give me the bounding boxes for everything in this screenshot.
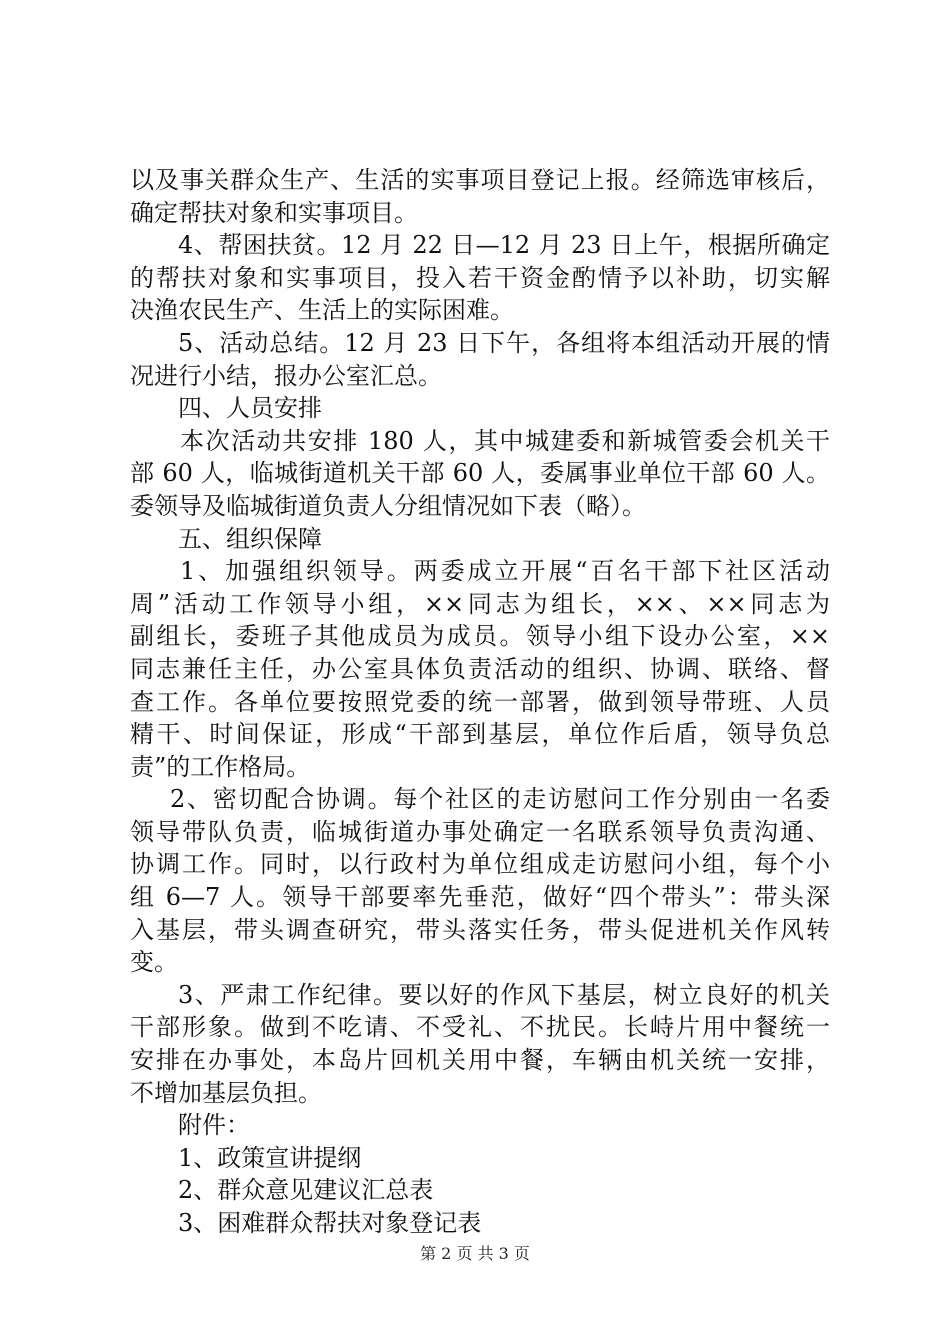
text-line: 5、活动总结。12 月 23 日下午，各组将本组活动开展的情 (178, 328, 830, 357)
text-line: 部 60 人，临城街道机关干部 60 人，委属事业单位干部 60 人。 (130, 459, 830, 488)
text-line: 精干、时间保证，形成“干部到基层，单位作后盾，领导负总 (130, 720, 830, 749)
text-line: 本次活动共安排 180 人，其中城建委和新城管委会机关干 (180, 426, 830, 455)
text-line: 1、加强组织领导。两委成立开展“百名干部下社区活动 (180, 557, 830, 586)
text-line: 3、严肃工作纪律。要以好的作风下基层，树立良好的机关 (178, 980, 830, 1009)
text-line: 安排在办事处，本岛片回机关用中餐，车辆由机关统一安排， (130, 1046, 830, 1075)
text-line: 责”的工作格局。 (130, 752, 311, 781)
text-line: 不增加基层负担。 (130, 1078, 322, 1107)
text-line: 变。 (130, 948, 178, 977)
text-line: 4、帮困扶贫。12 月 22 日—12 月 23 日上午，根据所确定 (178, 231, 830, 260)
text-line: 同志兼任主任，办公室具体负责活动的组织、协调、联络、督 (130, 654, 830, 683)
text-line: 干部形象。做到不吃请、不受礼、不扰民。长峙片用中餐统一 (130, 1013, 830, 1042)
text-line: 确定帮扶对象和实事项目。 (130, 198, 418, 227)
text-line: 以及事关群众生产、生活的实事项目登记上报。经筛选审核后， (130, 166, 830, 194)
text-line: 2、密切配合协调。每个社区的走访慰问工作分别由一名委 (170, 785, 830, 814)
section-heading: 四、人员安排 (178, 394, 322, 423)
text-line: 入基层，带头调查研究，带头落实任务，带头促进机关作风转 (130, 915, 830, 944)
text-line: 况进行小结，报办公室汇总。 (130, 361, 442, 390)
attachments-heading: 附件： (178, 1111, 250, 1140)
text-line: 查工作。各单位要按照党委的统一部署，做到领导带班、人员 (130, 687, 830, 716)
text-line: 协调工作。同时，以行政村为单位组成走访慰问小组，每个小 (130, 850, 830, 879)
text-line: 委领导及临城街道负责人分组情况如下表（略）。 (130, 491, 646, 520)
attachment-item: 2、群众意见建议汇总表 (178, 1176, 434, 1205)
attachment-item: 1、政策宣讲提纲 (178, 1143, 362, 1172)
text-line: 决渔农民生产、生活上的实际困难。 (130, 296, 514, 325)
section-heading: 五、组织保障 (178, 524, 322, 553)
page-footer: 第 2 页 共 3 页 (420, 1244, 530, 1263)
text-line: 领导带队负责，临城街道办事处确定一名联系领导负责沟通、 (130, 817, 830, 846)
text-line: 周”活动工作领导小组，××同志为组长，××、××同志为 (130, 589, 830, 618)
text-line: 组 6—7 人。领导干部要率先垂范，做好“四个带头”：带头深 (130, 883, 830, 912)
text-line: 的帮扶对象和实事项目，投入若干资金酌情予以补助，切实解 (130, 263, 830, 292)
text-line: 副组长，委班子其他成员为成员。领导小组下设办公室，×× (130, 622, 830, 651)
document-body (130, 164, 830, 1240)
attachment-item: 3、困难群众帮扶对象登记表 (178, 1209, 482, 1237)
